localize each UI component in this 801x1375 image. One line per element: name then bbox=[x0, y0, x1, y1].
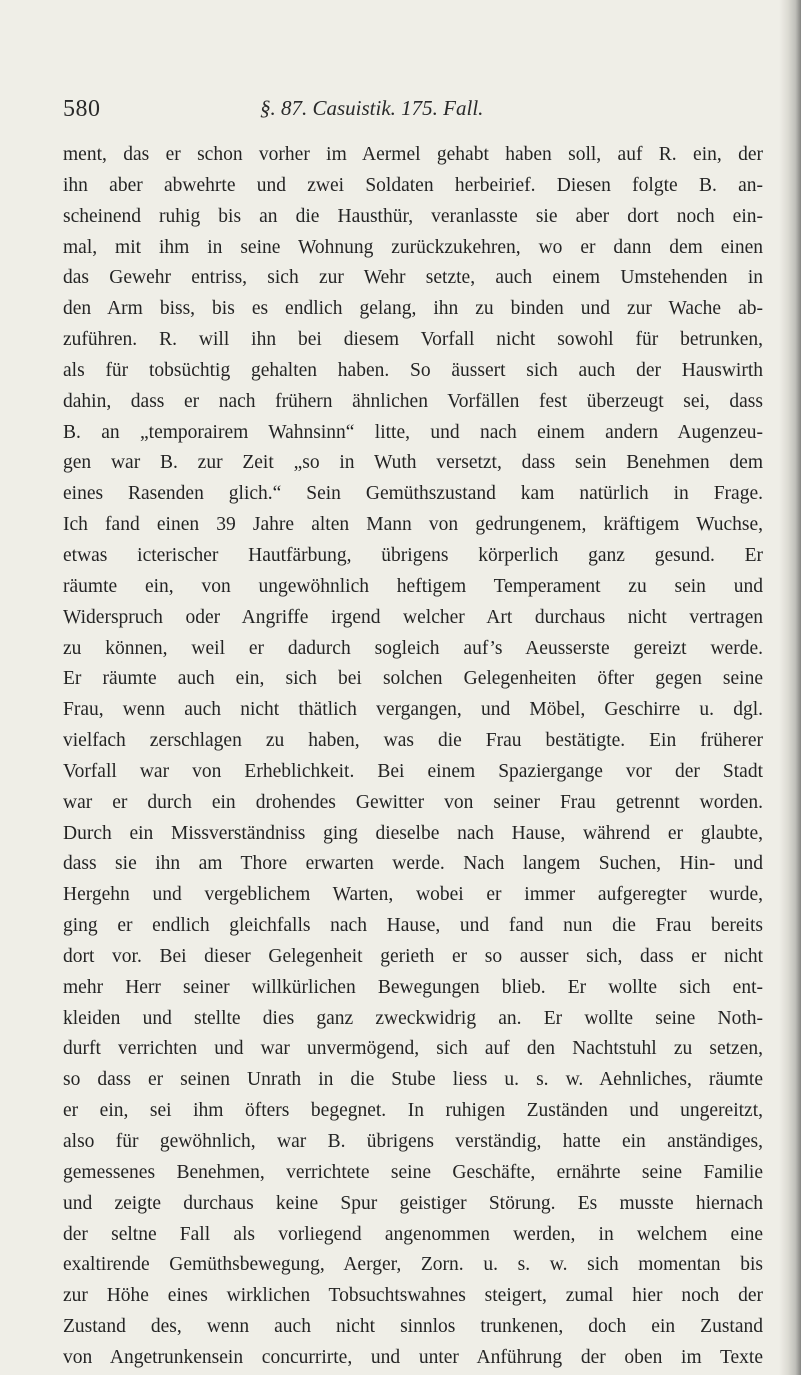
text-line: dass sie ihn am Thore erwarten werde. Nach langem Suchen, Hin- und bbox=[63, 853, 763, 875]
text-line: den Arm biss, bis es endlich gelang, ihn zu binden und zur Wache ab- bbox=[63, 298, 763, 320]
text-line: Er räumte auch ein, sich bei solchen Gelegenheiten öfter gegen seine bbox=[63, 668, 763, 690]
text-line: dort vor. Bei dieser Gelegenheit gerieth er so ausser sich, dass er nicht bbox=[63, 945, 763, 967]
text-line: zur Höhe eines wirklichen Tobsuchtswahnes steigert, zumal hier noch der bbox=[63, 1285, 763, 1307]
text-line: zu können, weil er dadurch sogleich auf’s Aeusserste gereizt werde. bbox=[63, 637, 763, 659]
text-line: also für gewöhnlich, war B. übrigens verständig, hatte ein anständiges, bbox=[63, 1131, 763, 1152]
text-line: ging er endlich gleichfalls nach Hause, und fand nun die Frau bereits bbox=[63, 915, 763, 937]
text-line: Durch ein Missverständniss ging dieselbe nach Hause, während er glaubte, bbox=[63, 822, 763, 844]
text-line: mal, mit ihm in seine Wohnung zurückzukehren, wo er dann dem einen bbox=[63, 236, 763, 258]
text-line: scheinend ruhig bis an die Hausthür, veranlasste sie aber dort noch ein- bbox=[63, 205, 763, 227]
text-line: kleiden und stellte dies ganz zweckwidrig an. Er wollte seine Noth- bbox=[63, 1007, 763, 1029]
text-line: Hergehn und vergeblichem Warten, wobei er immer aufgeregter wurde, bbox=[63, 884, 763, 906]
text-line: durft verrichten und war unvermögend, sich auf den Nachtstuhl zu setzen, bbox=[63, 1038, 763, 1060]
text-line: Vorfall war von Erheblichkeit. Bei einem Spaziergange vor der Stadt bbox=[63, 760, 763, 782]
page-header bbox=[63, 96, 753, 132]
text-line: ihn aber abwehrte und zwei Soldaten herbeirief. Diesen folgte B. an- bbox=[63, 174, 763, 196]
text-line: der seltne Fall als vorliegend angenommen werden, in welchem eine bbox=[63, 1223, 763, 1245]
text-line: dahin, dass er nach frühern ähnlichen Vorfällen fest überzeugt sei, dass bbox=[63, 390, 763, 412]
text-line: zuführen. R. will ihn bei diesem Vorfall nicht sowohl für betrunken, bbox=[63, 329, 763, 351]
text-line: war er durch ein drohendes Gewitter von seiner Frau getrennt worden. bbox=[63, 791, 763, 813]
text-line: er ein, sei ihm öfters begegnet. In ruhigen Zuständen und ungereitzt, bbox=[63, 1100, 763, 1122]
page-number: 580 bbox=[63, 96, 101, 122]
text-line: Zustand des, wenn auch nicht sinnlos trunkenen, doch ein Zustand bbox=[63, 1316, 763, 1338]
text-line: und zeigte durchaus keine Spur geistiger Störung. Es musste hiernach bbox=[63, 1192, 763, 1214]
text-line: gemessenes Benehmen, verrichtete seine Geschäfte, ernährte seine Familie bbox=[63, 1161, 763, 1183]
text-line: von Angetrunkensein concurrirte, und unter Anführung der oben im Texte bbox=[63, 1346, 763, 1368]
body-text bbox=[63, 140, 763, 1374]
text-line: exaltirende Gemüthsbewegung, Aerger, Zorn. u. s. w. sich momentan bis bbox=[63, 1254, 763, 1276]
page-edge-shadow bbox=[779, 0, 801, 1375]
text-line: als für tobsüchtig gehalten haben. So äussert sich auch der Hauswirth bbox=[63, 359, 763, 381]
text-line: Ich fand einen 39 Jahre alten Mann von gedrungenem, kräftigem Wuchse, bbox=[63, 514, 763, 536]
text-line: ment, das er schon vorher im Aermel gehabt haben soll, auf R. ein, der bbox=[63, 144, 763, 165]
text-line: vielfach zerschlagen zu haben, was die Frau bestätigte. Ein früherer bbox=[63, 730, 763, 752]
text-line: B. an „temporairem Wahnsinn“ litte, und nach einem andern Augenzeu- bbox=[63, 421, 763, 443]
text-line: räumte ein, von ungewöhnlich heftigem Temperament zu sein und bbox=[63, 575, 763, 597]
running-head: §. 87. Casuistik. 175. Fall. bbox=[260, 96, 484, 120]
text-line: mehr Herr seiner willkürlichen Bewegungen blieb. Er wollte sich ent- bbox=[63, 976, 763, 998]
text-line: Frau, wenn auch nicht thätlich vergangen, und Möbel, Geschirre u. dgl. bbox=[63, 699, 763, 721]
text-line: gen war B. zur Zeit „so in Wuth versetzt, dass sein Benehmen dem bbox=[63, 452, 763, 474]
text-line: so dass er seinen Unrath in die Stube liess u. s. w. Aehnliches, räumte bbox=[63, 1069, 763, 1091]
text-line: eines Rasenden glich.“ Sein Gemüthszustand kam natürlich in Frage. bbox=[63, 483, 763, 505]
text-line: etwas icterischer Hautfärbung, übrigens körperlich ganz gesund. Er bbox=[63, 544, 763, 566]
text-line: Widerspruch oder Angriffe irgend welcher Art durchaus nicht vertragen bbox=[63, 606, 763, 628]
text-line: das Gewehr entriss, sich zur Wehr setzte, auch einem Umstehenden in bbox=[63, 267, 763, 289]
